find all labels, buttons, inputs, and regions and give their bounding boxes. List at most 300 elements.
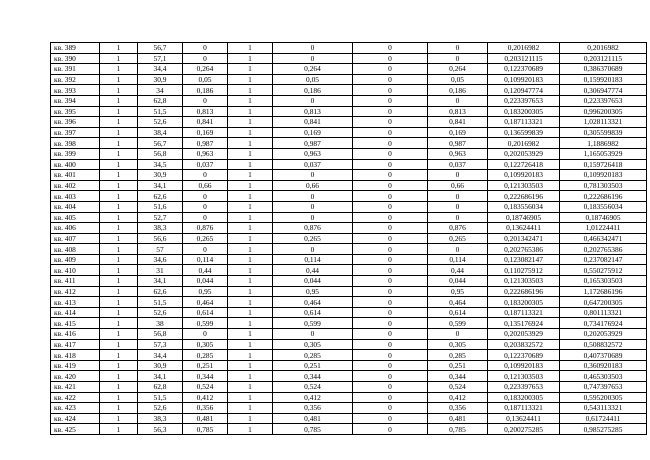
table-row xyxy=(51,201,647,212)
area-cell: 34,1 xyxy=(138,371,183,382)
table-row xyxy=(51,148,647,159)
table-row xyxy=(51,64,647,75)
apartment-cell: кв. 403 xyxy=(51,191,100,202)
coef-cell: 1 xyxy=(228,64,273,75)
apartment-cell: кв. 406 xyxy=(51,223,100,234)
table-row xyxy=(51,43,647,54)
value-c-cell: 0,356 xyxy=(428,403,488,414)
area-cell: 34,5 xyxy=(138,159,183,170)
value-c-cell: 0 xyxy=(428,170,488,181)
table-row xyxy=(51,371,647,382)
area-cell: 51,5 xyxy=(138,392,183,403)
share-cell: 0,122370689 xyxy=(488,350,560,361)
value-c-cell: 0,599 xyxy=(428,318,488,329)
zero-cell: 0 xyxy=(353,201,428,212)
coef-cell: 1 xyxy=(228,403,273,414)
coef-cell: 1 xyxy=(228,360,273,371)
value-a-cell: 0,344 xyxy=(183,371,228,382)
apartment-cell: кв. 393 xyxy=(51,85,100,96)
value-b-cell: 0,95 xyxy=(273,286,353,297)
coef-cell: 1 xyxy=(228,53,273,64)
table-row xyxy=(51,95,647,106)
total-cell: 0,801113321 xyxy=(560,307,647,318)
count-cell: 1 xyxy=(100,350,138,361)
apartment-cell: кв. 409 xyxy=(51,254,100,265)
share-cell: 0,223397653 xyxy=(488,95,560,106)
value-a-cell: 0,963 xyxy=(183,148,228,159)
total-cell: 1,165053929 xyxy=(560,148,647,159)
count-cell: 1 xyxy=(100,265,138,276)
zero-cell: 0 xyxy=(353,170,428,181)
value-a-cell: 0,876 xyxy=(183,223,228,234)
value-a-cell: 0,186 xyxy=(183,85,228,96)
share-cell: 0,123082147 xyxy=(488,254,560,265)
value-c-cell: 0,44 xyxy=(428,265,488,276)
apartment-cell: кв. 404 xyxy=(51,201,100,212)
coef-cell: 1 xyxy=(228,392,273,403)
value-b-cell: 0,305 xyxy=(273,339,353,350)
value-c-cell: 0 xyxy=(428,95,488,106)
zero-cell: 0 xyxy=(353,413,428,424)
zero-cell: 0 xyxy=(353,138,428,149)
count-cell: 1 xyxy=(100,106,138,117)
share-cell: 0,18746905 xyxy=(488,212,560,223)
area-cell: 56,6 xyxy=(138,233,183,244)
value-a-cell: 0 xyxy=(183,201,228,212)
area-cell: 52,6 xyxy=(138,307,183,318)
value-c-cell: 0,412 xyxy=(428,392,488,403)
table-row xyxy=(51,392,647,403)
table-row xyxy=(51,159,647,170)
zero-cell: 0 xyxy=(353,403,428,414)
coef-cell: 1 xyxy=(228,138,273,149)
total-cell: 0,550275912 xyxy=(560,265,647,276)
value-b-cell: 0 xyxy=(273,170,353,181)
area-cell: 30,9 xyxy=(138,170,183,181)
value-b-cell: 0 xyxy=(273,191,353,202)
area-cell: 34,1 xyxy=(138,180,183,191)
total-cell: 0,466342471 xyxy=(560,233,647,244)
coef-cell: 1 xyxy=(228,244,273,255)
total-cell: 0,407370689 xyxy=(560,350,647,361)
table-row xyxy=(51,318,647,329)
value-c-cell: 0,963 xyxy=(428,148,488,159)
area-cell: 62,6 xyxy=(138,191,183,202)
count-cell: 1 xyxy=(100,170,138,181)
apartment-cell: кв. 402 xyxy=(51,180,100,191)
area-cell: 30,9 xyxy=(138,360,183,371)
zero-cell: 0 xyxy=(353,212,428,223)
apartment-cell: кв. 414 xyxy=(51,307,100,318)
table-row xyxy=(51,403,647,414)
share-cell: 0,183200305 xyxy=(488,392,560,403)
count-cell: 1 xyxy=(100,223,138,234)
value-a-cell: 0 xyxy=(183,43,228,54)
value-c-cell: 0,614 xyxy=(428,307,488,318)
apartment-cell: кв. 397 xyxy=(51,127,100,138)
value-c-cell: 0,264 xyxy=(428,64,488,75)
value-b-cell: 0,265 xyxy=(273,233,353,244)
apartment-cell: кв. 425 xyxy=(51,424,100,435)
value-b-cell: 0,344 xyxy=(273,371,353,382)
value-c-cell: 0 xyxy=(428,329,488,340)
value-c-cell: 0,114 xyxy=(428,254,488,265)
value-a-cell: 0 xyxy=(183,212,228,223)
total-cell: 0,647200305 xyxy=(560,297,647,308)
table-row xyxy=(51,233,647,244)
table-row xyxy=(51,212,647,223)
value-b-cell: 0 xyxy=(273,212,353,223)
total-cell: 0,222686196 xyxy=(560,191,647,202)
count-cell: 1 xyxy=(100,360,138,371)
share-cell: 0,109920183 xyxy=(488,360,560,371)
value-b-cell: 0,841 xyxy=(273,117,353,128)
count-cell: 1 xyxy=(100,233,138,244)
zero-cell: 0 xyxy=(353,106,428,117)
value-a-cell: 0,785 xyxy=(183,424,228,435)
apartment-cell: кв. 390 xyxy=(51,53,100,64)
table-row xyxy=(51,74,647,85)
area-cell: 62,8 xyxy=(138,382,183,393)
share-cell: 0,110275912 xyxy=(488,265,560,276)
count-cell: 1 xyxy=(100,318,138,329)
coef-cell: 1 xyxy=(228,223,273,234)
total-cell: 0,386370689 xyxy=(560,64,647,75)
zero-cell: 0 xyxy=(353,382,428,393)
share-cell: 0,200275285 xyxy=(488,424,560,435)
coef-cell: 1 xyxy=(228,297,273,308)
coef-cell: 1 xyxy=(228,127,273,138)
coef-cell: 1 xyxy=(228,286,273,297)
value-b-cell: 0,037 xyxy=(273,159,353,170)
total-cell: 0,781303503 xyxy=(560,180,647,191)
value-c-cell: 0,305 xyxy=(428,339,488,350)
share-cell: 0,201342471 xyxy=(488,233,560,244)
share-cell: 0,122726418 xyxy=(488,159,560,170)
value-a-cell: 0 xyxy=(183,244,228,255)
zero-cell: 0 xyxy=(353,117,428,128)
total-cell: 1,1886982 xyxy=(560,138,647,149)
apartment-data-table xyxy=(50,42,647,435)
apartment-cell: кв. 407 xyxy=(51,233,100,244)
share-cell: 0,222686196 xyxy=(488,286,560,297)
area-cell: 52,7 xyxy=(138,212,183,223)
total-cell: 0,237082147 xyxy=(560,254,647,265)
share-cell: 0,187113321 xyxy=(488,117,560,128)
value-b-cell: 0,524 xyxy=(273,382,353,393)
zero-cell: 0 xyxy=(353,392,428,403)
table-row xyxy=(51,286,647,297)
apartment-cell: кв. 423 xyxy=(51,403,100,414)
count-cell: 1 xyxy=(100,53,138,64)
zero-cell: 0 xyxy=(353,276,428,287)
coef-cell: 1 xyxy=(228,180,273,191)
area-cell: 56,7 xyxy=(138,138,183,149)
share-cell: 0,202765386 xyxy=(488,244,560,255)
total-cell: 0,202765386 xyxy=(560,244,647,255)
area-cell: 52,6 xyxy=(138,117,183,128)
count-cell: 1 xyxy=(100,286,138,297)
share-cell: 0,203832572 xyxy=(488,339,560,350)
value-b-cell: 0,169 xyxy=(273,127,353,138)
share-cell: 0,183200305 xyxy=(488,106,560,117)
share-cell: 0,2016982 xyxy=(488,138,560,149)
total-cell: 0,2016982 xyxy=(560,43,647,54)
share-cell: 0,187113321 xyxy=(488,403,560,414)
total-cell: 0,747397653 xyxy=(560,382,647,393)
area-cell: 56,7 xyxy=(138,43,183,54)
coef-cell: 1 xyxy=(228,95,273,106)
table-row xyxy=(51,138,647,149)
table-row xyxy=(51,170,647,181)
value-b-cell: 0 xyxy=(273,43,353,54)
value-c-cell: 0,251 xyxy=(428,360,488,371)
count-cell: 1 xyxy=(100,43,138,54)
value-b-cell: 0 xyxy=(273,329,353,340)
coef-cell: 1 xyxy=(228,382,273,393)
area-cell: 56,8 xyxy=(138,148,183,159)
table-row xyxy=(51,223,647,234)
zero-cell: 0 xyxy=(353,329,428,340)
coef-cell: 1 xyxy=(228,212,273,223)
apartment-cell: кв. 422 xyxy=(51,392,100,403)
zero-cell: 0 xyxy=(353,424,428,435)
table-row xyxy=(51,307,647,318)
share-cell: 0,120947774 xyxy=(488,85,560,96)
table-row xyxy=(51,360,647,371)
share-cell: 0,109920183 xyxy=(488,74,560,85)
area-cell: 57,1 xyxy=(138,53,183,64)
apartment-cell: кв. 412 xyxy=(51,286,100,297)
value-a-cell: 0 xyxy=(183,95,228,106)
coef-cell: 1 xyxy=(228,148,273,159)
value-a-cell: 0,044 xyxy=(183,276,228,287)
zero-cell: 0 xyxy=(353,127,428,138)
value-b-cell: 0,876 xyxy=(273,223,353,234)
coef-cell: 1 xyxy=(228,201,273,212)
value-c-cell: 0,876 xyxy=(428,223,488,234)
count-cell: 1 xyxy=(100,329,138,340)
value-b-cell: 0 xyxy=(273,201,353,212)
table-row xyxy=(51,191,647,202)
count-cell: 1 xyxy=(100,339,138,350)
area-cell: 62,6 xyxy=(138,286,183,297)
value-c-cell: 0,841 xyxy=(428,117,488,128)
apartment-cell: кв. 405 xyxy=(51,212,100,223)
apartment-cell: кв. 421 xyxy=(51,382,100,393)
area-cell: 38,4 xyxy=(138,127,183,138)
area-cell: 62,8 xyxy=(138,95,183,106)
count-cell: 1 xyxy=(100,371,138,382)
value-c-cell: 0,05 xyxy=(428,74,488,85)
coef-cell: 1 xyxy=(228,276,273,287)
total-cell: 0,159920183 xyxy=(560,74,647,85)
total-cell: 0,305599839 xyxy=(560,127,647,138)
area-cell: 56,3 xyxy=(138,424,183,435)
share-cell: 0,121303503 xyxy=(488,371,560,382)
value-b-cell: 0,412 xyxy=(273,392,353,403)
table-row xyxy=(51,254,647,265)
value-b-cell: 0,813 xyxy=(273,106,353,117)
area-cell: 52,6 xyxy=(138,403,183,414)
coef-cell: 1 xyxy=(228,339,273,350)
value-c-cell: 0,265 xyxy=(428,233,488,244)
value-b-cell: 0 xyxy=(273,244,353,255)
zero-cell: 0 xyxy=(353,286,428,297)
value-c-cell: 0,66 xyxy=(428,180,488,191)
zero-cell: 0 xyxy=(353,43,428,54)
value-c-cell: 0,813 xyxy=(428,106,488,117)
zero-cell: 0 xyxy=(353,339,428,350)
share-cell: 0,223397653 xyxy=(488,382,560,393)
count-cell: 1 xyxy=(100,244,138,255)
apartment-cell: кв. 420 xyxy=(51,371,100,382)
count-cell: 1 xyxy=(100,307,138,318)
table-row xyxy=(51,329,647,340)
value-b-cell: 0,464 xyxy=(273,297,353,308)
apartment-cell: кв. 389 xyxy=(51,43,100,54)
value-a-cell: 0 xyxy=(183,191,228,202)
total-cell: 0,223397653 xyxy=(560,95,647,106)
area-cell: 57,3 xyxy=(138,339,183,350)
value-b-cell: 0,186 xyxy=(273,85,353,96)
zero-cell: 0 xyxy=(353,148,428,159)
value-a-cell: 0,614 xyxy=(183,307,228,318)
count-cell: 1 xyxy=(100,212,138,223)
zero-cell: 0 xyxy=(353,85,428,96)
share-cell: 0,121303503 xyxy=(488,276,560,287)
coef-cell: 1 xyxy=(228,329,273,340)
value-b-cell: 0,264 xyxy=(273,64,353,75)
apartment-cell: кв. 400 xyxy=(51,159,100,170)
apartment-cell: кв. 416 xyxy=(51,329,100,340)
count-cell: 1 xyxy=(100,403,138,414)
zero-cell: 0 xyxy=(353,74,428,85)
value-a-cell: 0,464 xyxy=(183,297,228,308)
zero-cell: 0 xyxy=(353,371,428,382)
zero-cell: 0 xyxy=(353,360,428,371)
value-c-cell: 0,481 xyxy=(428,413,488,424)
area-cell: 51,6 xyxy=(138,201,183,212)
coef-cell: 1 xyxy=(228,350,273,361)
value-c-cell: 0 xyxy=(428,191,488,202)
total-cell: 0,165303503 xyxy=(560,276,647,287)
value-b-cell: 0,356 xyxy=(273,403,353,414)
apartment-cell: кв. 391 xyxy=(51,64,100,75)
apartment-cell: кв. 401 xyxy=(51,170,100,181)
share-cell: 0,109920183 xyxy=(488,170,560,181)
area-cell: 38,3 xyxy=(138,223,183,234)
table-row xyxy=(51,127,647,138)
share-cell: 0,136599839 xyxy=(488,127,560,138)
value-b-cell: 0,044 xyxy=(273,276,353,287)
area-cell: 30,9 xyxy=(138,74,183,85)
value-c-cell: 0,285 xyxy=(428,350,488,361)
total-cell: 0,109920183 xyxy=(560,170,647,181)
table-body xyxy=(51,43,647,435)
value-a-cell: 0 xyxy=(183,53,228,64)
value-b-cell: 0 xyxy=(273,53,353,64)
total-cell: 0,996200305 xyxy=(560,106,647,117)
total-cell: 0,360920183 xyxy=(560,360,647,371)
area-cell: 38 xyxy=(138,318,183,329)
value-a-cell: 0,356 xyxy=(183,403,228,414)
count-cell: 1 xyxy=(100,117,138,128)
share-cell: 0,121303503 xyxy=(488,180,560,191)
total-cell: 0,734176924 xyxy=(560,318,647,329)
share-cell: 0,13624411 xyxy=(488,413,560,424)
value-b-cell: 0 xyxy=(273,95,353,106)
apartment-cell: кв. 396 xyxy=(51,117,100,128)
zero-cell: 0 xyxy=(353,191,428,202)
total-cell: 1,028113321 xyxy=(560,117,647,128)
zero-cell: 0 xyxy=(353,318,428,329)
value-a-cell: 0,987 xyxy=(183,138,228,149)
apartment-cell: кв. 395 xyxy=(51,106,100,117)
count-cell: 1 xyxy=(100,254,138,265)
share-cell: 0,187113321 xyxy=(488,307,560,318)
value-a-cell: 0,481 xyxy=(183,413,228,424)
value-c-cell: 0,186 xyxy=(428,85,488,96)
total-cell: 0,203121115 xyxy=(560,53,647,64)
apartment-cell: кв. 411 xyxy=(51,276,100,287)
area-cell: 34 xyxy=(138,85,183,96)
table-row xyxy=(51,265,647,276)
value-a-cell: 0,412 xyxy=(183,392,228,403)
count-cell: 1 xyxy=(100,148,138,159)
value-b-cell: 0,963 xyxy=(273,148,353,159)
zero-cell: 0 xyxy=(353,159,428,170)
value-c-cell: 0,987 xyxy=(428,138,488,149)
value-a-cell: 0,285 xyxy=(183,350,228,361)
value-a-cell: 0,599 xyxy=(183,318,228,329)
total-cell: 0,985275285 xyxy=(560,424,647,435)
area-cell: 34,6 xyxy=(138,254,183,265)
share-cell: 0,13624411 xyxy=(488,223,560,234)
count-cell: 1 xyxy=(100,138,138,149)
table-row xyxy=(51,413,647,424)
count-cell: 1 xyxy=(100,276,138,287)
value-c-cell: 0 xyxy=(428,43,488,54)
coef-cell: 1 xyxy=(228,254,273,265)
count-cell: 1 xyxy=(100,85,138,96)
apartment-cell: кв. 417 xyxy=(51,339,100,350)
count-cell: 1 xyxy=(100,191,138,202)
apartment-cell: кв. 413 xyxy=(51,297,100,308)
area-cell: 51,5 xyxy=(138,297,183,308)
value-a-cell: 0,169 xyxy=(183,127,228,138)
value-a-cell: 0 xyxy=(183,170,228,181)
value-a-cell: 0,66 xyxy=(183,180,228,191)
count-cell: 1 xyxy=(100,127,138,138)
value-a-cell: 0,037 xyxy=(183,159,228,170)
value-b-cell: 0,44 xyxy=(273,265,353,276)
value-a-cell: 0,114 xyxy=(183,254,228,265)
value-b-cell: 0,614 xyxy=(273,307,353,318)
count-cell: 1 xyxy=(100,95,138,106)
zero-cell: 0 xyxy=(353,64,428,75)
total-cell: 0,306947774 xyxy=(560,85,647,96)
area-cell: 38,3 xyxy=(138,413,183,424)
count-cell: 1 xyxy=(100,297,138,308)
coef-cell: 1 xyxy=(228,318,273,329)
area-cell: 31 xyxy=(138,265,183,276)
value-a-cell: 0 xyxy=(183,329,228,340)
value-c-cell: 0 xyxy=(428,212,488,223)
zero-cell: 0 xyxy=(353,265,428,276)
zero-cell: 0 xyxy=(353,233,428,244)
coef-cell: 1 xyxy=(228,106,273,117)
